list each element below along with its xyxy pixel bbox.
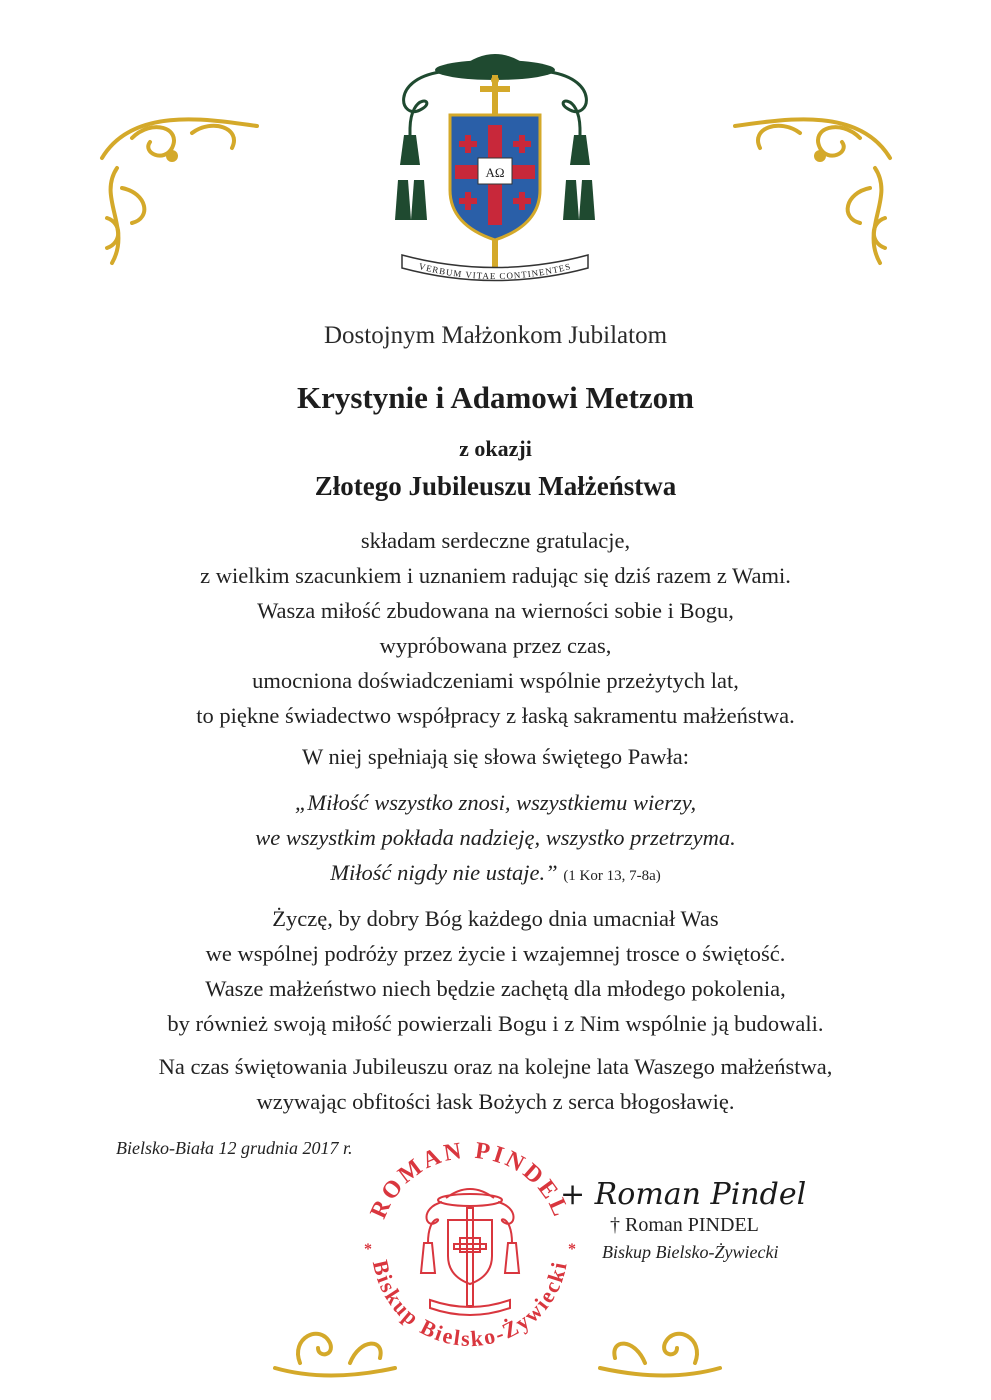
svg-text:*: * xyxy=(364,1241,372,1258)
paragraph2-line: we wspólnej podróży przez życie i wzajemnej trosce o świętość. xyxy=(205,941,786,966)
paragraph1-line: umocniona doświadczeniami wspólnie przeżytych lat, xyxy=(252,668,739,693)
paragraph1-line: Wasza miłość zbudowana na wierności sobie i Bogu, xyxy=(257,598,734,623)
book-letters: AΩ xyxy=(485,165,505,180)
recipients: Krystynie i Adamowi Metzom xyxy=(297,380,694,415)
quote-line-last xyxy=(0,860,991,886)
stamp-coat-of-arms-icon xyxy=(421,1189,519,1315)
paragraph1-line: wypróbowana przez czas, xyxy=(379,633,612,658)
svg-text:ROMAN PINDEL xyxy=(366,1138,575,1223)
paragraph2-line: Wasze małżeństwo niech będzie zachętą dla młodego pokolenia, xyxy=(205,976,786,1001)
occasion-intro: z okazji xyxy=(459,436,532,461)
ornament-bottom-right xyxy=(595,1308,725,1383)
quote-reference: (1 Kor 13, 7-8a) xyxy=(563,868,661,884)
paragraph1-line: składam serdeczne gratulacje, xyxy=(360,528,631,553)
paragraph1-line: to piękne świadectwo współpracy z łaską sakramentu małżeństwa. xyxy=(196,703,795,728)
stamp-bottom-text: Biskup Bielsko-Żywiecki xyxy=(367,1257,572,1352)
signatory-title: Biskup Bielsko-Żywiecki xyxy=(602,1242,779,1262)
svg-text:*: * xyxy=(568,1241,576,1258)
ornament-top-left xyxy=(92,98,272,268)
ornament-top-right xyxy=(720,98,900,268)
place-date: Bielsko-Biała 12 grudnia 2017 r. xyxy=(116,1138,353,1158)
quote-line: Miłość nigdy nie ustaje.” xyxy=(330,860,558,885)
motto-text: VERBUM VITAE CONTINENTES xyxy=(417,261,573,282)
quote-intro: W niej spełniają się słowa świętego Pawła: xyxy=(302,744,689,769)
paragraph3-line: wzywając obfitości łask Bożych z serca błogosławię. xyxy=(256,1089,735,1114)
official-seal-stamp xyxy=(350,1128,590,1368)
handwritten-signature xyxy=(560,1168,860,1218)
quote-line: „Miłość wszystko znosi, wszystkiemu wierzy, xyxy=(294,790,697,815)
occasion-title: Złotego Jubileuszu Małżeństwa xyxy=(314,471,677,501)
paragraph2-line: by również swoją miłość powierzali Bogu i z Nim wspólnie ją budowali. xyxy=(167,1011,824,1036)
coat-of-arms xyxy=(380,40,610,290)
svg-text:Biskup Bielsko-Żywiecki xyxy=(368,1258,572,1352)
greeting: Dostojnym Małżonkom Jubilatom xyxy=(323,322,668,349)
quote-line: we wszystkim pokłada nadzieję, wszystko przetrzyma. xyxy=(255,825,736,850)
stamp-top-text: ROMAN PINDEL xyxy=(365,1137,575,1223)
paragraph1-line: z wielkim szacunkiem i uznaniem radując się dziś razem z Wami. xyxy=(200,563,791,588)
signature-text: + Roman Pindel xyxy=(560,1177,807,1212)
paragraph3-line: Na czas świętowania Jubileuszu oraz na kolejne lata Waszego małżeństwa, xyxy=(158,1054,833,1079)
signatory-name: † Roman PINDEL xyxy=(610,1214,759,1236)
paragraph2-line: Życzę, by dobry Bóg każdego dnia umacniał Was xyxy=(272,906,719,931)
